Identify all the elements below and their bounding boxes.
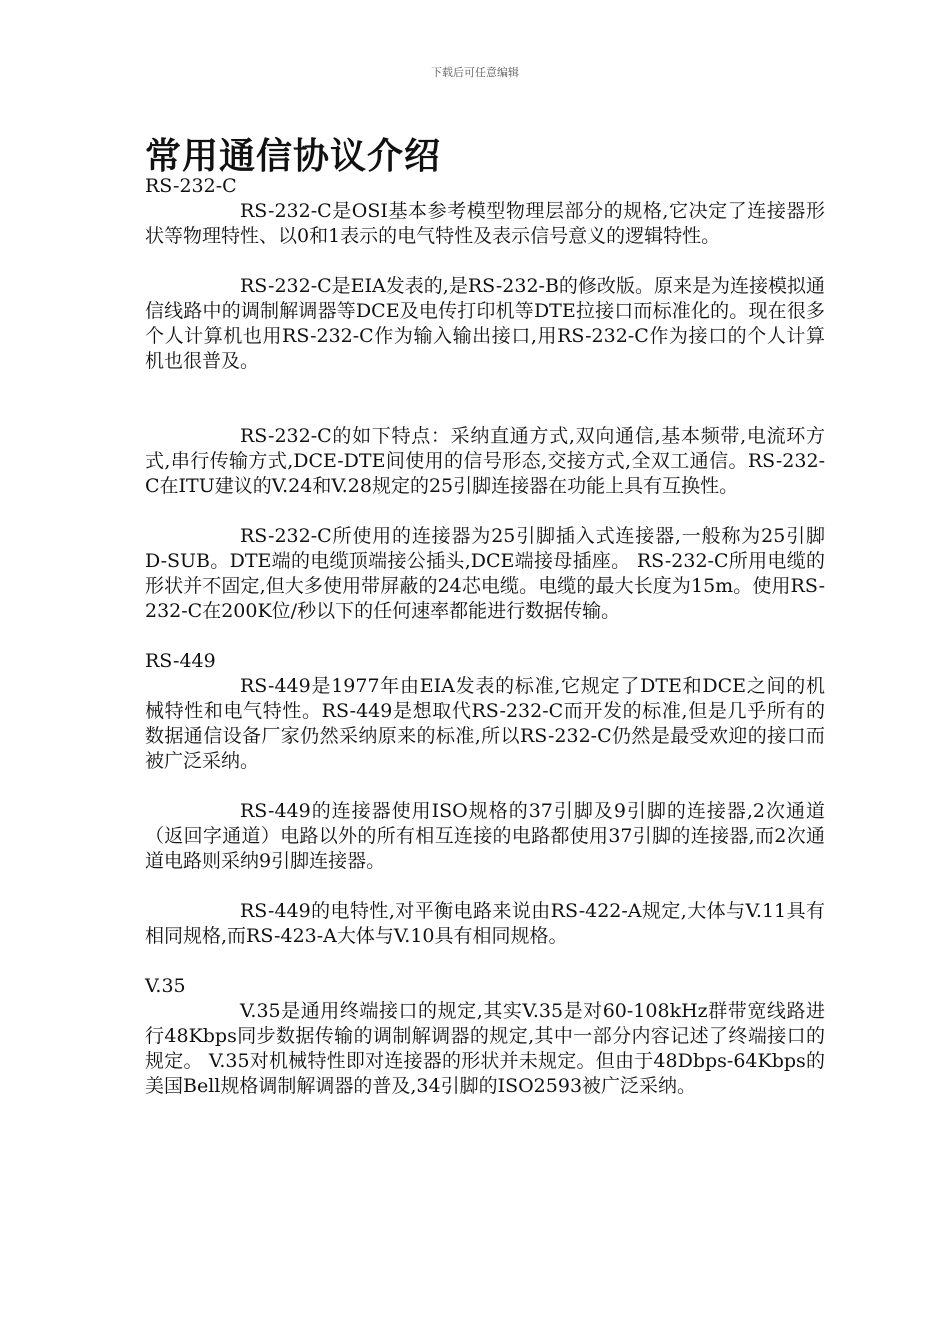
section-label-v35: V.35 [145, 975, 186, 997]
page-title: 常用通信协议介绍 [145, 136, 442, 177]
paragraph: RS-449是1977年由EIA发表的标准,它规定了DTE和DCE之间的机械特性和电气特性。RS-449是想取代RS-232-C而开发的标准,但是几乎所有的数据通信设备厂家仍然采纳原来的标准,所以RS-232-C仍然是最受欢迎的接口而被广泛采纳。 [145, 675, 825, 772]
paragraph: RS-232-C的如下特点：采纳直通方式,双向通信,基本频带,电流环方式,串行传输方式,DCE-DTE间使用的信号形态,交接方式,全双工通信。RS-232-C在ITU建议的V.24和V.28规定的25引脚连接器在功能上具有互换性。 [145, 425, 825, 497]
section-label-rs449: RS-449 [145, 650, 216, 672]
paragraph: V.35是通用终端接口的规定,其实V.35是对60-108kHz群带宽线路进行48Kbps同步数据传输的调制解调器的规定,其中一部分内容记述了终端接口的规定。 V.35对机械特性即对连接器的形状并未规定。但由于48Dbps-64Kbps的美国Bell规格调制解调器的普及,34引脚的ISO2593被广泛采纳。 [145, 1000, 825, 1097]
document-body [145, 174, 825, 1099]
paragraph: RS-232-C所使用的连接器为25引脚插入式连接器,一般称为25引脚D-SUB。DTE端的电缆顶端接公插头,DCE端接母插座。 RS-232-C所用电缆的形状并不固定,但大多使用带屏蔽的24芯电缆。电缆的最大长度为15m。使用RS-232-C在200K位/秒以下的任何速率都能进行数据传输。 [145, 525, 825, 622]
section-label-rs232c: RS-232-C [145, 175, 237, 197]
page-header: 下载后可任意编辑 [431, 66, 519, 79]
paragraph: RS-449的连接器使用ISO规格的37引脚及9引脚的连接器,2次通道（返回字通道）电路以外的所有相互连接的电路都使用37引脚的连接器,而2次通道电路则采纳9引脚连接器。 [145, 800, 825, 872]
paragraph: RS-232-C是OSI基本参考模型物理层部分的规格,它决定了连接器形状等物理特性、以0和1表示的电气特性及表示信号意义的逻辑特性。 [145, 200, 825, 247]
paragraph: RS-232-C是EIA发表的,是RS-232-B的修改版。原来是为连接模拟通信线路中的调制解调器等DCE及电传打印机等DTE拉接口而标准化的。现在很多个人计算机也用RS-232-C作为输入输出接口,用RS-232-C作为接口的个人计算机也很普及。 [145, 275, 825, 372]
paragraph: RS-449的电特性,对平衡电路来说由RS-422-A规定,大体与V.11具有相同规格,而RS-423-A大体与V.10具有相同规格。 [145, 900, 825, 947]
